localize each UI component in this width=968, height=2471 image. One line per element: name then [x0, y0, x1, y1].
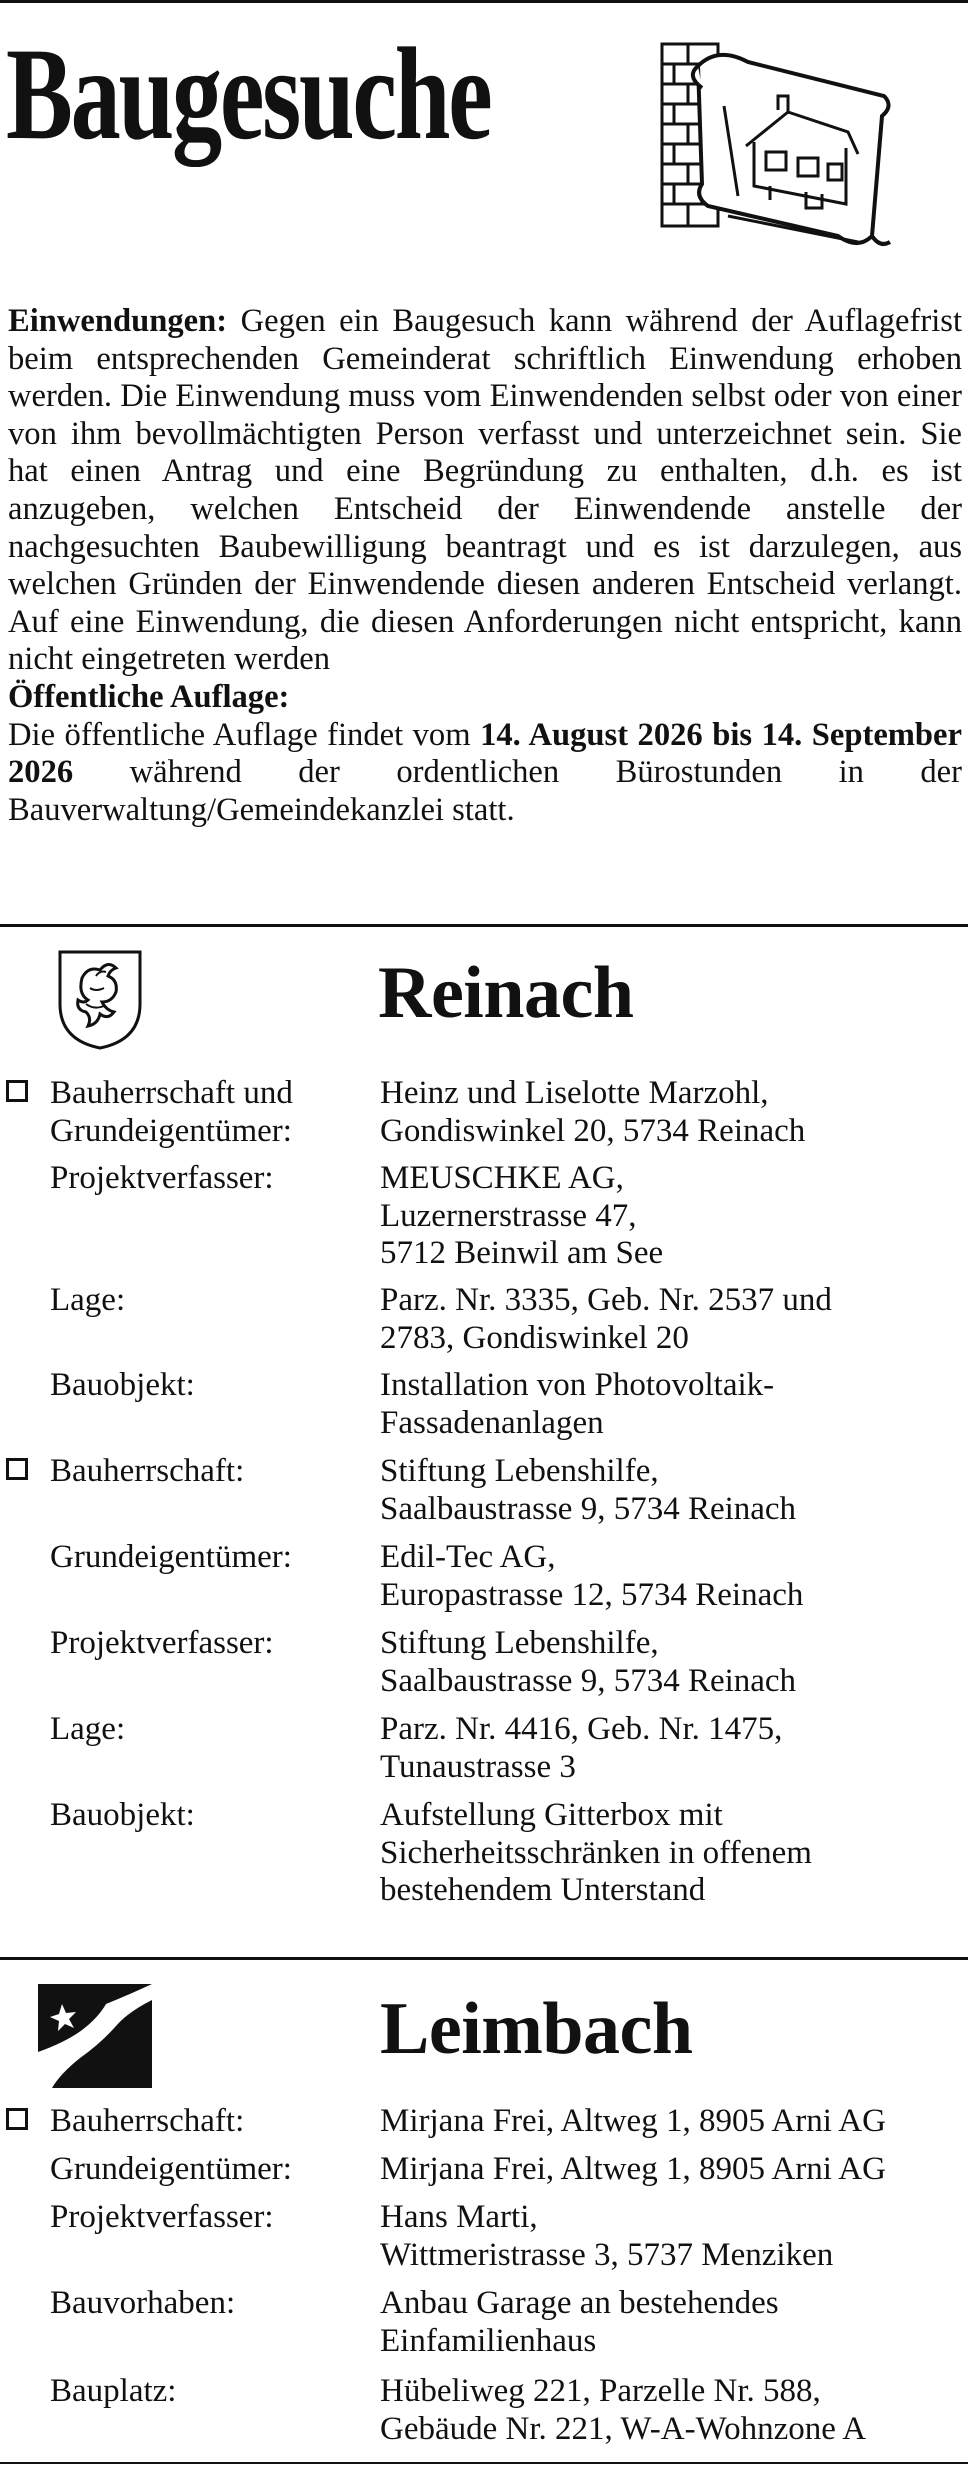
row-value: Stiftung Lebenshilfe, Saalbaustrasse 9, 5734 Reinach [380, 1453, 797, 1527]
einwendungen-label: Einwendungen: [8, 303, 228, 339]
row-label: Projektverfasser: [50, 1160, 274, 1196]
reinach-section-rule [0, 924, 968, 927]
row-label: Projektverfasser: [50, 1625, 274, 1661]
row-value: MEUSCHKE AG, Luzernerstrasse 47, 5712 Beinwil am See [380, 1160, 664, 1271]
reinach-crest-icon [56, 948, 144, 1052]
row-label: Bauplatz: [50, 2373, 177, 2409]
row-value: Stiftung Lebenshilfe, Saalbaustrasse 9, 5734 Reinach [380, 1625, 797, 1699]
row-value: Parz. Nr. 3335, Geb. Nr. 2537 und 2783, Gondiswinkel 20 [380, 1282, 832, 1356]
reinach-title: Reinach [378, 952, 634, 1034]
row-label: Projektverfasser: [50, 2199, 274, 2235]
row-label: Bauobjekt: [50, 1367, 195, 1403]
row-label: Lage: [50, 1711, 126, 1747]
row-label: Bauherrschaft und Grundeigentümer: [50, 1075, 293, 1149]
row-label: Bauherrschaft: [50, 1453, 245, 1489]
leimbach-crest-icon [36, 1982, 154, 2090]
leimbach-section-rule [0, 1957, 968, 1960]
row-value: Hübeliweg 221, Parzelle Nr. 588, Gebäude Nr. 221, W-A-Wohnzone A [380, 2373, 867, 2447]
row-value: Heinz und Liselotte Marzohl, Gondiswinkel 20, 5734 Reinach [380, 1075, 806, 1149]
row-label: Grundeigentümer: [50, 1539, 292, 1575]
einwendungen-paragraph [8, 303, 962, 679]
leimbach-title: Leimbach [380, 1988, 693, 2070]
row-label: Grundeigentümer: [50, 2151, 292, 2187]
checkbox-icon [6, 1080, 28, 1102]
row-value: Parz. Nr. 4416, Geb. Nr. 1475, Tunaustrasse 3 [380, 1711, 783, 1785]
row-label: Bauvorhaben: [50, 2285, 236, 2321]
row-value: Anbau Garage an bestehendes Einfamilienhaus [380, 2285, 779, 2359]
page-title: Baugesuche [6, 20, 491, 167]
row-label: Lage: [50, 1282, 126, 1318]
auflage-paragraph: Die öffentliche Auflage findet vom 14. August 2026 bis 14. September 2026 während der ordentlichen Bürostunden in der Bauverwaltung/Gemeindekanzlei statt. [8, 716, 962, 828]
intro-text-block [8, 303, 962, 829]
building-plan-illustration [658, 36, 898, 256]
row-value: Installation von Photovoltaik- Fassadenanlagen [380, 1367, 775, 1441]
row-label: Bauherrschaft: [50, 2103, 245, 2139]
row-value: Edil-Tec AG, Europastrasse 12, 5734 Reinach [380, 1539, 804, 1613]
einwendungen-text: Gegen ein Baugesuch kann während der Auflagefrist beim entsprechenden Gemeinderat schriftlich Einwendung erhoben werden. Die Einwendung muss vom Einwendenden selbst oder von einer von ihm bevollmächtigten Person verfasst und unterzeichnet sein. Sie hat einen Antrag und eine Begründung zu enthalten, d.h. es ist anzugeben, welchen Entscheid der Einwendende anstelle der nachgesuchten Baubewilligung beantragt und es ist darzulegen, aus welchen Gründen der Einwendende diesen anderen Entscheid verlangt. Auf eine Einwendung, die diesen Anforderungen nicht entspricht, kann nicht eingetreten werden [8, 303, 962, 678]
auflage-heading: Öffentliche Auflage: [8, 678, 290, 715]
auflage-to-date: 14. September 2026 [8, 716, 962, 791]
row-value: Hans Marti, Wittmeristrasse 3, 5737 Menziken [380, 2199, 834, 2273]
bottom-rule [0, 2462, 968, 2464]
row-value: Aufstellung Gitterbox mit Sicherheitsschränken in offenem bestehendem Unterstand [380, 1797, 812, 1908]
auflage-from-date: 14. August 2026 [480, 716, 703, 753]
checkbox-icon [6, 2108, 28, 2130]
row-value: Mirjana Frei, Altweg 1, 8905 Arni AG [380, 2103, 886, 2139]
auflage-bis: bis [712, 716, 753, 753]
top-rule [0, 0, 968, 3]
row-value: Mirjana Frei, Altweg 1, 8905 Arni AG [380, 2151, 886, 2187]
row-label: Bauobjekt: [50, 1797, 195, 1833]
checkbox-icon [6, 1458, 28, 1480]
